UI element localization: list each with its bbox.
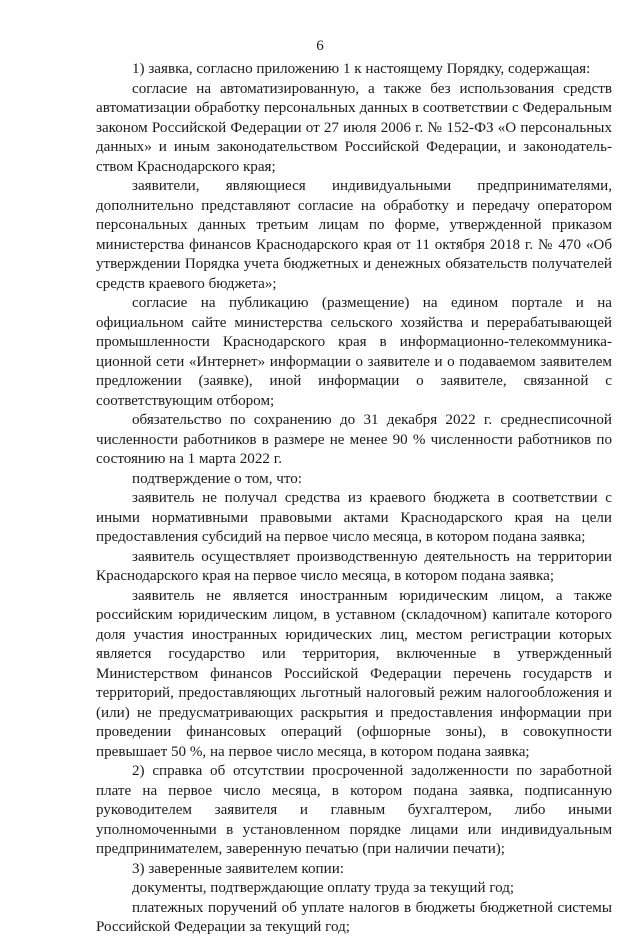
paragraph-payroll-documents: документы, подтверждающие оплату труда за текущий год; [132,880,515,896]
page-number: 6 [316,38,324,54]
paragraph-entrepreneur-consent: заявители, являющиеся индивидуальными предпринимателями, дополнительно представляют согласие на обработку и передачу оператором персональных данных третьим лицам по форме, утвержденной приказом министерства финансов Краснодарского края от 11 октября 2018 г. № 470 «Об утверждении Порядка учета бюджетных и денежных обязательств получателей средств краевого бюджета»; [96,178,612,292]
paragraph-certified-copies: 3) заверенные заявителем копии: [132,860,344,877]
paragraph-headcount-obligation: обязательство по сохранению до 31 декабря 2022 г. среднесписочной численности работников в размере не менее 90 % численности работников по состоянию на 1 марта 2022 г. [96,412,612,467]
paragraph-wage-arrears-certificate: 2) справка об отсутствии просроченной задолженности по заработной плате на первое число месяца, в котором подана заявка, подписанную руководителем заявителя и главным бухгалтером, либо иными уполномоченными в установленном порядке лицами или индивидуальным предпринимателем, заверенную печатью (при наличии печати); [96,763,612,857]
paragraph-confirmation-intro: подтверждение о том, что: [132,470,302,487]
paragraph-tax-payment-orders: платежных поручений об уплате налогов в бюджеты бюджетной системы Российской Федерации за текущий год; [96,899,612,935]
paragraph-application: 1) заявка, согласно приложению 1 к настоящему Порядку, содержащая: [132,61,591,77]
paragraph-personal-data-consent: согласие на автоматизированную, а также без использования средств автоматизации обработку персональных данных в соответствии с Федеральным законом Российской Федерации от 27 июля 2006 г. № 152-ФЗ «О персональных данных» и иным законодательством Российской Федерации, и законодательством Краснодарского края; [96,80,612,175]
paragraph-no-prior-funds: заявитель не получал средства из краевого бюджета в соответствии с иными нормативными правовыми актами Краснодарского края на цели предоставления субсидий на первое число месяца, в котором подана заявка; [96,490,612,545]
paragraph-publication-consent: согласие на публикацию (размещение) на едином портале и на официальном сайте министерства сельского хозяйства и перерабатывающей промышленности Краснодарского края в информационно-телекоммуникационной сети «Интернет» информации о заявителе и о подаваемом заявителем предложении (заявке), иной информации о заявителе, связанной с соответствующим отбором; [96,295,612,409]
paragraph-not-foreign-entity: заявитель не является иностранным юридическим лицом, а также российским юридическим лицом, в уставном (складочном) капитале которого доля участия иностранных юридических лиц, местом регистрации которых является государство или территория, включенные в утвержденный Министерством финансов Российской Федерации перечень государств и территорий, предоставляющих льготный налоговый режим налогообложения и (или) не предусматривающих раскрытия и предоставления информации при проведении финансовых операций (офшорные зоны), в совокупности превышает 50 %, на первое число месяца, в котором подана заявка; [96,587,612,760]
paragraph-activity-in-region: заявитель осуществляет производственную деятельность на территории Краснодарского края на первое число месяца, в котором подана заявка; [96,548,612,584]
document-body [96,60,612,938]
